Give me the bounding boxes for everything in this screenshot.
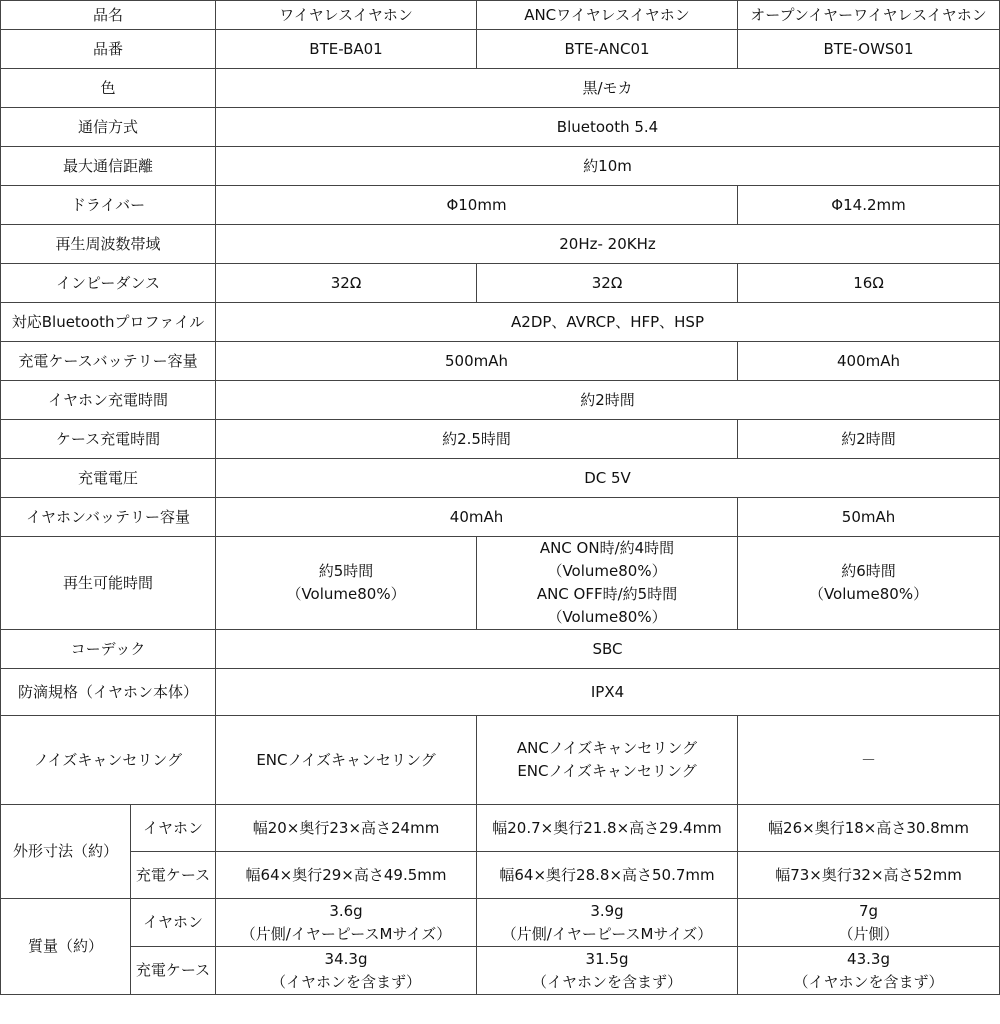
dims-earphone-ows01: 幅26×奥行18×高さ30.8mm: [738, 805, 1000, 852]
label-dims-case: 充電ケース: [131, 852, 216, 899]
label-voltage: 充電電圧: [1, 459, 216, 498]
weight-earphone-ows01: 7g （片側）: [738, 899, 1000, 947]
comm-value: Bluetooth 5.4: [216, 108, 1000, 147]
label-name: 品名: [1, 1, 216, 30]
label-case-charge: ケース充電時間: [1, 420, 216, 459]
water-value: IPX4: [216, 669, 1000, 716]
label-dims-earphone: イヤホン: [131, 805, 216, 852]
name-ba01: ワイヤレスイヤホン: [216, 1, 477, 30]
row-impedance: [1, 264, 1000, 303]
weight-earphone-ba01: 3.6g （片側/イヤーピースMサイズ）: [216, 899, 477, 947]
label-model: 品番: [1, 30, 216, 69]
noise-anc01: ANCノイズキャンセリング ENCノイズキャンセリング: [477, 716, 738, 805]
label-playtime: 再生可能時間: [1, 537, 216, 630]
color-value: 黒/モカ: [216, 69, 1000, 108]
label-case-battery: 充電ケースバッテリー容量: [1, 342, 216, 381]
case-battery-ows01: 400mAh: [738, 342, 1000, 381]
row-profile: [1, 303, 1000, 342]
row-range: [1, 147, 1000, 186]
row-case-charge: [1, 420, 1000, 459]
row-comm: [1, 108, 1000, 147]
label-driver: ドライバー: [1, 186, 216, 225]
label-color: 色: [1, 69, 216, 108]
dims-earphone-ba01: 幅20×奥行23×高さ24mm: [216, 805, 477, 852]
row-water: [1, 669, 1000, 716]
name-anc01: ANCワイヤレスイヤホン: [477, 1, 738, 30]
playtime-anc01: ANC ON時/約4時間 （Volume80%） ANC OFF時/約5時間 （Volume80%）: [477, 537, 738, 630]
label-noise: ノイズキャンセリング: [1, 716, 216, 805]
model-ows01: BTE-OWS01: [738, 30, 1000, 69]
noise-ows01: －: [738, 716, 1000, 805]
row-case-battery: [1, 342, 1000, 381]
range-value: 約10m: [216, 147, 1000, 186]
row-name: [1, 1, 1000, 30]
playtime-ows01: 約6時間 （Volume80%）: [738, 537, 1000, 630]
impedance-anc01: 32Ω: [477, 264, 738, 303]
row-dims-case: [1, 852, 1000, 899]
dims-case-ows01: 幅73×奥行32×高さ52mm: [738, 852, 1000, 899]
weight-case-ba01: 34.3g （イヤホンを含まず）: [216, 947, 477, 995]
label-dims: 外形寸法（約）: [1, 805, 131, 899]
impedance-ows01: 16Ω: [738, 264, 1000, 303]
row-earphone-charge: [1, 381, 1000, 420]
freq-value: 20Hz- 20KHz: [216, 225, 1000, 264]
case-charge-ba01-anc01: 約2.5時間: [216, 420, 738, 459]
row-weight-case: [1, 947, 1000, 995]
row-model: [1, 30, 1000, 69]
label-freq: 再生周波数帯域: [1, 225, 216, 264]
row-noise: [1, 716, 1000, 805]
dims-case-anc01: 幅64×奥行28.8×高さ50.7mm: [477, 852, 738, 899]
noise-ba01: ENCノイズキャンセリング: [216, 716, 477, 805]
dims-earphone-anc01: 幅20.7×奥行21.8×高さ29.4mm: [477, 805, 738, 852]
row-voltage: [1, 459, 1000, 498]
label-earphone-charge: イヤホン充電時間: [1, 381, 216, 420]
model-ba01: BTE-BA01: [216, 30, 477, 69]
playtime-ba01: 約5時間 （Volume80%）: [216, 537, 477, 630]
label-profile: 対応Bluetoothプロファイル: [1, 303, 216, 342]
row-color: [1, 69, 1000, 108]
label-impedance: インピーダンス: [1, 264, 216, 303]
model-anc01: BTE-ANC01: [477, 30, 738, 69]
voltage-value: DC 5V: [216, 459, 1000, 498]
weight-earphone-anc01: 3.9g （片側/イヤーピースMサイズ）: [477, 899, 738, 947]
impedance-ba01: 32Ω: [216, 264, 477, 303]
label-earphone-battery: イヤホンバッテリー容量: [1, 498, 216, 537]
weight-case-anc01: 31.5g （イヤホンを含まず）: [477, 947, 738, 995]
label-water: 防滴規格（イヤホン本体）: [1, 669, 216, 716]
label-codec: コーデック: [1, 630, 216, 669]
codec-value: SBC: [216, 630, 1000, 669]
driver-ba01-anc01: Φ10mm: [216, 186, 738, 225]
case-charge-ows01: 約2時間: [738, 420, 1000, 459]
name-ows01: オープンイヤーワイヤレスイヤホン: [738, 1, 1000, 30]
dims-case-ba01: 幅64×奥行29×高さ49.5mm: [216, 852, 477, 899]
weight-case-ows01: 43.3g （イヤホンを含まず）: [738, 947, 1000, 995]
row-freq: [1, 225, 1000, 264]
label-range: 最大通信距離: [1, 147, 216, 186]
earphone-charge-value: 約2時間: [216, 381, 1000, 420]
earphone-battery-ows01: 50mAh: [738, 498, 1000, 537]
row-weight-earphone: [1, 899, 1000, 947]
row-codec: [1, 630, 1000, 669]
row-dims-earphone: [1, 805, 1000, 852]
profile-value: A2DP、AVRCP、HFP、HSP: [216, 303, 1000, 342]
label-weight-case: 充電ケース: [131, 947, 216, 995]
row-earphone-battery: [1, 498, 1000, 537]
label-comm: 通信方式: [1, 108, 216, 147]
row-driver: [1, 186, 1000, 225]
driver-ows01: Φ14.2mm: [738, 186, 1000, 225]
label-weight-earphone: イヤホン: [131, 899, 216, 947]
row-playtime: [1, 537, 1000, 630]
case-battery-ba01-anc01: 500mAh: [216, 342, 738, 381]
label-weight: 質量（約）: [1, 899, 131, 995]
earphone-battery-ba01-anc01: 40mAh: [216, 498, 738, 537]
